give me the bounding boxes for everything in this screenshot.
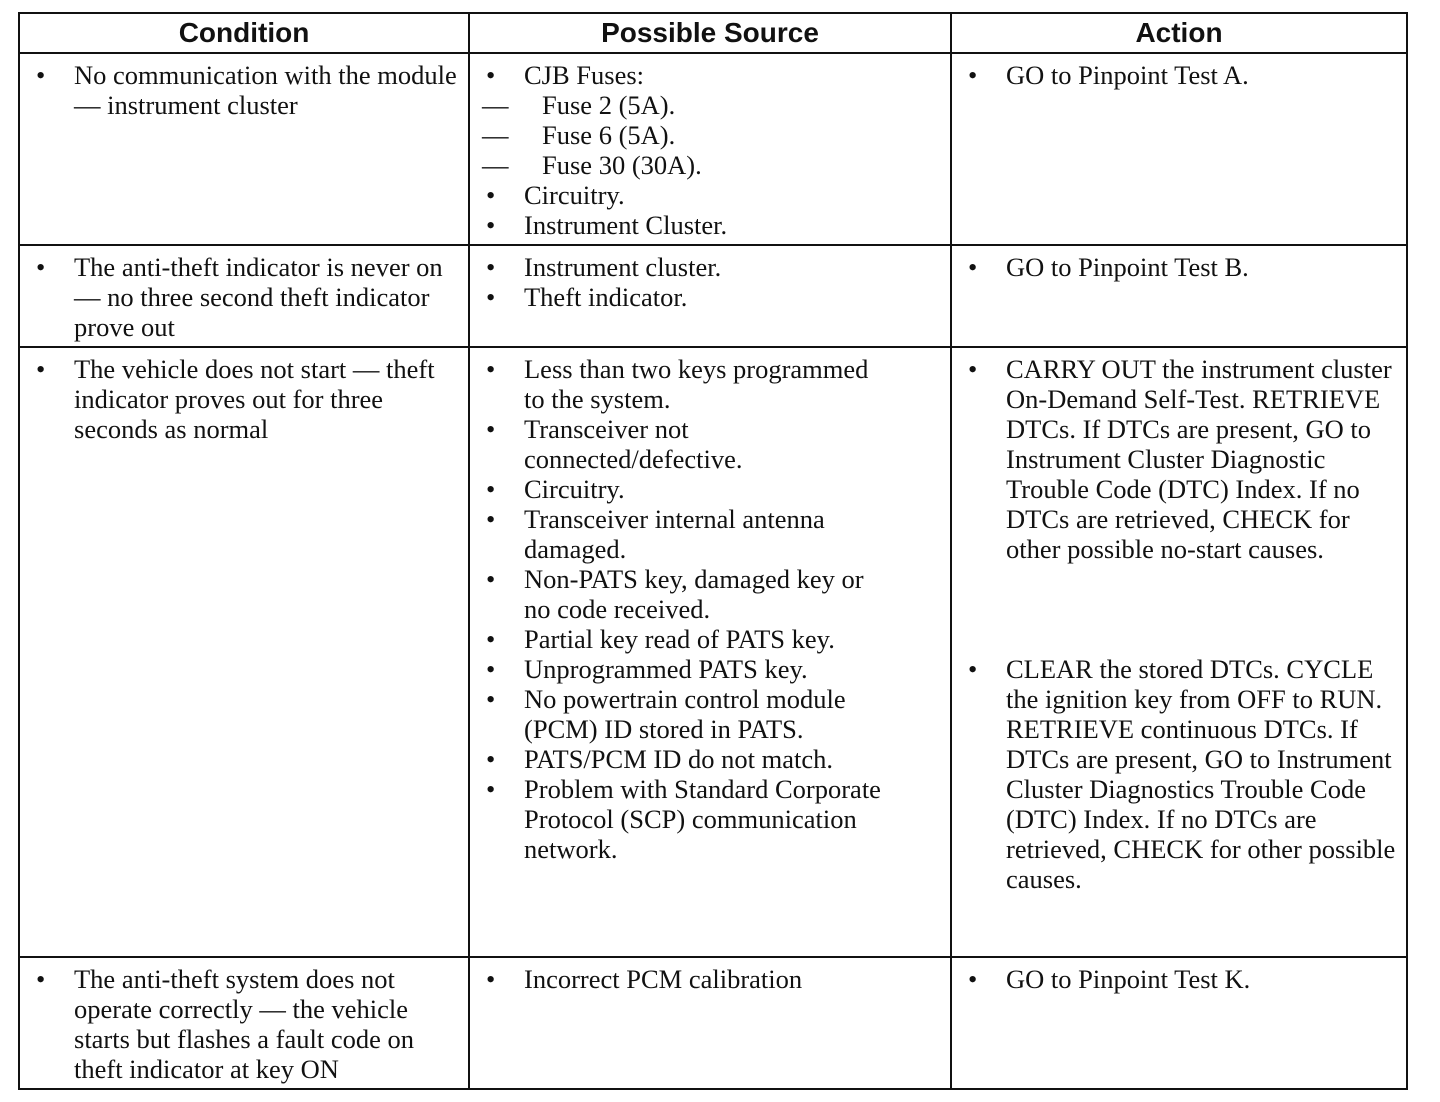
action-item: • GO to Pinpoint Test K.: [960, 964, 1398, 994]
header-possible-source: Possible Source: [469, 13, 951, 53]
source-item: [478, 60, 942, 180]
table-row: [19, 53, 1407, 245]
source-item: • Transceiver not connected/defective.: [478, 414, 882, 474]
source-item: • Theft indicator.: [478, 282, 942, 312]
source-item: • Less than two keys programmed to the system.: [478, 354, 882, 414]
source-item: • Unprogrammed PATS key.: [478, 654, 882, 684]
fuse-item: — Fuse 2 (5A).: [478, 90, 942, 120]
action-cell: [951, 53, 1407, 245]
action-cell: [951, 957, 1407, 1089]
fuse-item: — Fuse 6 (5A).: [478, 120, 942, 150]
table-row: [19, 347, 1407, 957]
source-item: • Problem with Standard Corporate Protocol (SCP) communication network.: [478, 774, 882, 864]
action-item: • CARRY OUT the instrument cluster On-Demand Self-Test. RETRIEVE DTCs. If DTCs are present, GO to Instrument Cluster Diagnostic Trouble Code (DTC) Index. If no DTCs are retrieved, CHECK for other possible no-start causes.: [960, 354, 1398, 564]
source-cell: [469, 957, 951, 1089]
header-action: Action: [951, 13, 1407, 53]
condition-text: • No communication with the module — instrument cluster: [28, 60, 460, 120]
action-cell: [951, 245, 1407, 347]
condition-cell: [19, 957, 469, 1089]
source-item: • Instrument cluster.: [478, 252, 942, 282]
source-cell: [469, 53, 951, 245]
action-item: • CLEAR the stored DTCs. CYCLE the ignition key from OFF to RUN. RETRIEVE continuous DTCs. If DTCs are present, GO to Instrument Cluster Diagnostics Trouble Code (DTC) Index. If no DTCs are retrieved, CHECK for other possible causes.: [960, 654, 1398, 894]
source-item: • Circuitry.: [478, 180, 942, 210]
source-item: • Partial key read of PATS key.: [478, 624, 882, 654]
source-item: • Circuitry.: [478, 474, 882, 504]
condition-cell: [19, 53, 469, 245]
condition-cell: [19, 245, 469, 347]
source-cell: [469, 245, 951, 347]
action-item: • GO to Pinpoint Test B.: [960, 252, 1398, 282]
condition-text: • The anti-theft indicator is never on — no three second theft indicator prove out: [28, 252, 460, 342]
table-row: [19, 957, 1407, 1089]
spacer: [960, 564, 1398, 654]
action-item: • GO to Pinpoint Test A.: [960, 60, 1398, 90]
source-item: • Transceiver internal antenna damaged.: [478, 504, 882, 564]
header-condition: Condition: [19, 13, 469, 53]
condition-text: • The vehicle does not start — theft indicator proves out for three seconds as normal: [28, 354, 460, 444]
condition-cell: [19, 347, 469, 957]
condition-text: • The anti-theft system does not operate correctly — the vehicle starts but flashes a fault code on theft indicator at key ON: [28, 964, 460, 1084]
table-row: [19, 245, 1407, 347]
source-item-text: CJB Fuses:: [524, 60, 645, 90]
diagnostic-table: [18, 12, 1408, 1090]
source-item: • Incorrect PCM calibration: [478, 964, 942, 994]
source-cell: [469, 347, 951, 957]
fuse-item: — Fuse 30 (30A).: [478, 150, 942, 180]
source-item: • PATS/PCM ID do not match.: [478, 744, 882, 774]
source-item: • Instrument Cluster.: [478, 210, 942, 240]
source-item: • Non-PATS key, damaged key or no code received.: [478, 564, 882, 624]
action-cell: [951, 347, 1407, 957]
header-row: [19, 13, 1407, 53]
source-item: • No powertrain control module (PCM) ID stored in PATS.: [478, 684, 882, 744]
